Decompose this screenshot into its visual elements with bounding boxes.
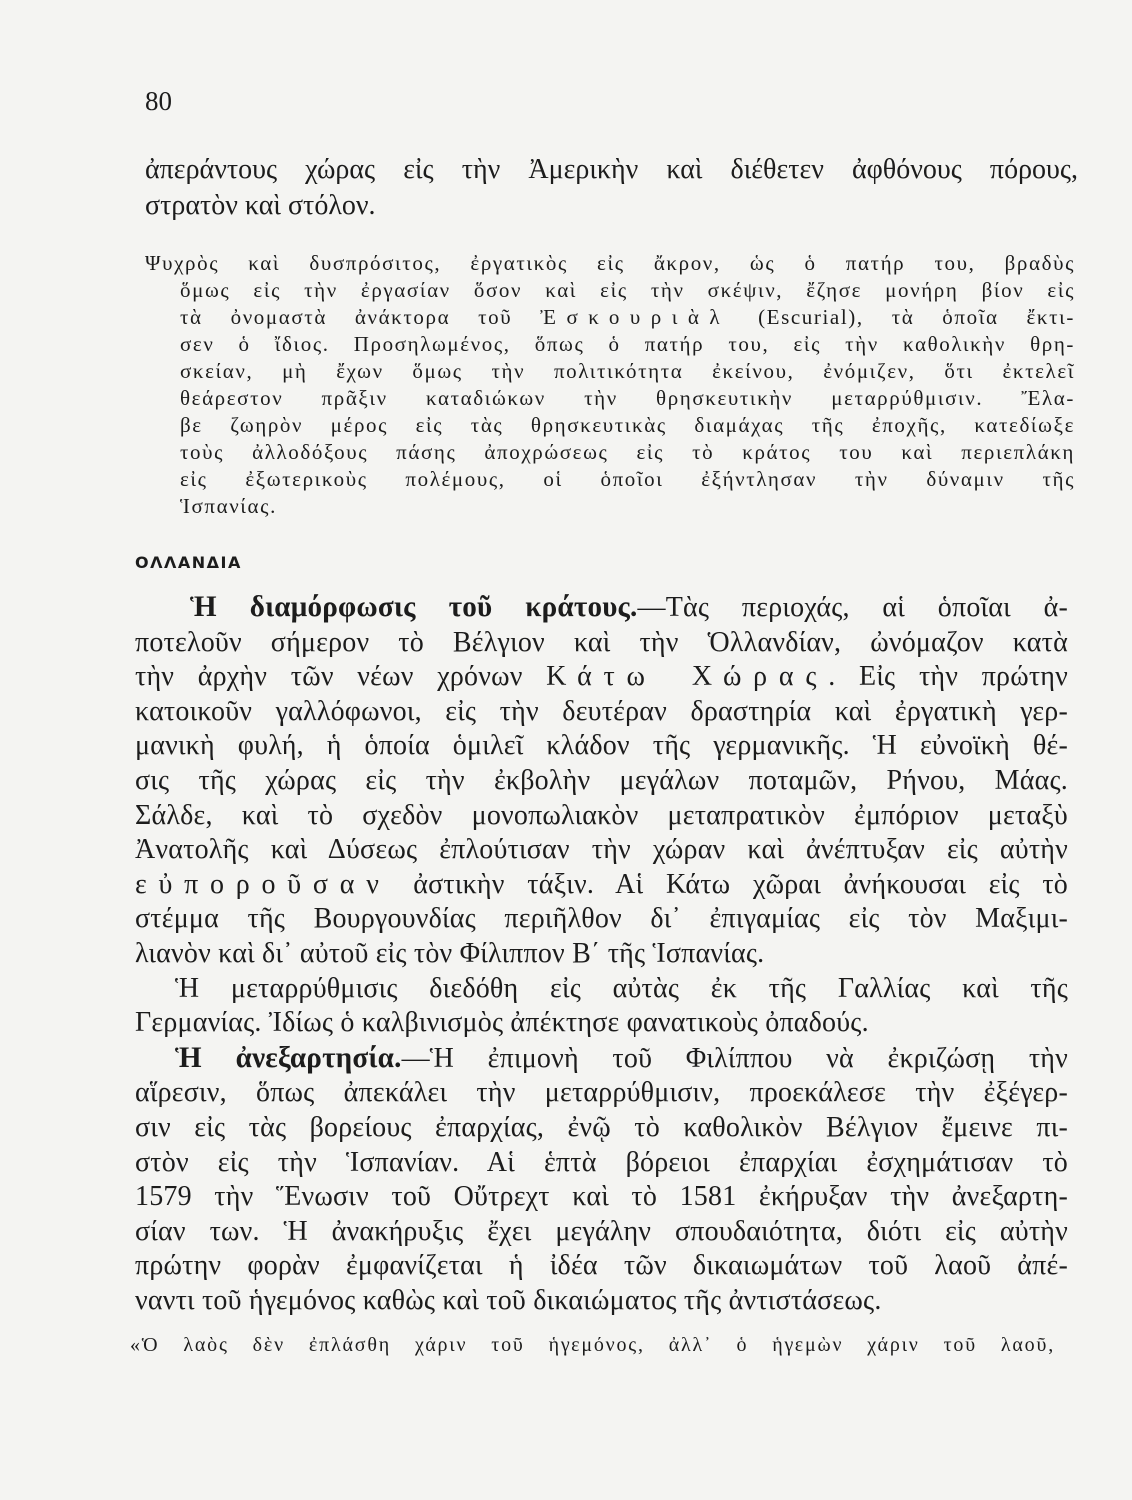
body-line: Ἀνατολῆς καὶ Δύσεως ἐπλούτισαν τὴν χώραν καὶ ἀνέπτυξαν εἰς αὐτὴν bbox=[135, 834, 1068, 866]
note-line: τοὺς ἀλλοδόξους πάσης ἀποχρώσεως εἰς τὸ κράτος του καὶ περιεπλάκη bbox=[180, 440, 1075, 464]
note-line: Ψυχρὸς καὶ δυσπρόσιτος, ἐργατικὸς εἰς ἄκρον, ὡς ὁ πατήρ του, βραδὺς bbox=[145, 251, 1075, 275]
body-line: σίαν των. Ἡ ἀνακήρυξις ἔχει μεγάλην σπουδαιότητα, διότι εἰς αὐτὴν bbox=[135, 1215, 1068, 1247]
body-line: ναντι τοῦ ἡγεμόνος καθὼς καὶ τοῦ δικαιώματος τῆς ἀντιστάσεως. bbox=[135, 1284, 882, 1316]
body-line bbox=[135, 868, 1068, 903]
quote-block bbox=[130, 1331, 1055, 1359]
body-line: Σάλδε, καὶ τὸ σχεδὸν μονοπωλιακὸν μεταπρατικὸν ἐμπόριον μεταξὺ bbox=[135, 799, 1068, 831]
body-line: Ἡ μεταρρύθμισις διεδόθη εἰς αὐτὰς ἐκ τῆς Γαλλίας καὶ τῆς bbox=[175, 972, 1068, 1004]
text-run: τὴν ἀρχὴν τῶν νέων χρόνων bbox=[135, 661, 547, 693]
body-line: λιανὸν καὶ δι᾽ αὐτοῦ εἰς τὸν Φίλιππον Β΄ τῆς Ἱσπανίας. bbox=[135, 937, 765, 969]
note-line: Ἱσπανίας. bbox=[180, 494, 277, 518]
body-line bbox=[135, 660, 1068, 695]
body-line: σις τῆς χώρας εἰς τὴν ἐκβολὴν μεγάλων ποταμῶν, Ρήνου, Μάας. bbox=[135, 764, 1068, 796]
body-line: αἵρεσιν, ὅπως ἀπεκάλει τὴν μεταρρύθμισιν, προεκάλεσε τὴν ἐξέγερ- bbox=[135, 1077, 1068, 1109]
spaced-emphasis: Ἐσκουριὰλ bbox=[540, 305, 731, 329]
subheading: Ἡ ἀνεξαρτησία. bbox=[175, 1041, 402, 1074]
body-line: Γερμανίας. Ἰδίως ὁ καλβινισμὸς ἀπέκτησε φανατικοὺς ὀπαδούς. bbox=[135, 1007, 869, 1039]
body-line: πρώτην φορὰν ἐμφανίζεται ἡ ἰδέα τῶν δικαιωμάτων τοῦ λαοῦ ἀπέ- bbox=[135, 1250, 1068, 1282]
small-print-note bbox=[145, 250, 1075, 520]
text-run: —Τὰς περιοχάς, αἱ ὁποῖαι ἀ- bbox=[637, 592, 1068, 623]
text-run: . Εἰς τὴν πρώτην bbox=[828, 661, 1068, 693]
body-line: ποτελοῦν σήμερον τὸ Βέλγιον καὶ τὴν Ὁλλανδίαν, ὠνόμαζον κατὰ bbox=[135, 626, 1068, 658]
body-line: κατοικοῦν γαλλόφωνοι, εἰς τὴν δευτέραν δραστηρία καὶ ἐργατικὴ γερ- bbox=[135, 695, 1068, 727]
text-run: (Escurial), τὰ ὁποῖα ἔκτι- bbox=[730, 305, 1075, 329]
note-line: σκείαν, μὴ ἔχων ὅμως τὴν πολιτικότητα ἐκείνου, ἐνόμιζεν, ὅτι ἐκτελεῖ bbox=[180, 359, 1075, 383]
note-line: ὅμως εἰς τὴν ἐργασίαν ὅσον καὶ εἰς τὴν σκέψιν, ἔζησε μονήρη βίον εἰς bbox=[180, 278, 1075, 302]
spaced-emphasis: Κάτω Χώρας bbox=[546, 661, 829, 693]
body-line bbox=[175, 1041, 1068, 1077]
body-line bbox=[190, 590, 1068, 626]
body-line: σιν εἰς τὰς βορείους ἐπαρχίας, ἐνῷ τὸ καθολικὸν Βέλγιον ἔμεινε πι- bbox=[135, 1111, 1068, 1143]
page-number: 80 bbox=[145, 86, 172, 116]
text-run: ἀστικὴν τάξιν. Αἱ Κάτω χῶραι ἀνήκουσαι εἰς τὸ bbox=[390, 868, 1068, 900]
note-line: βε ζωηρὸν μέρος εἰς τὰς θρησκευτικὰς διαμάχας τῆς ἐποχῆς, κατεδίωξε bbox=[180, 413, 1075, 437]
note-line: εἰς ἐξωτερικοὺς πολέμους, οἱ ὁποῖοι ἐξήντλησαν τὴν δύναμιν τῆς bbox=[180, 467, 1075, 491]
text-run: τὰ ὀνομαστὰ ἀνάκτορα τοῦ bbox=[180, 305, 541, 329]
intro-paragraph bbox=[145, 152, 1078, 224]
quote-line: «Ὁ λαὸς δὲν ἐπλάσθη χάριν τοῦ ἡγεμόνος, ἀλλ᾽ ὁ ἡγεμὼν χάριν τοῦ λαοῦ, bbox=[130, 1334, 1055, 1356]
intro-line: στρατὸν καὶ στόλον. bbox=[145, 190, 376, 221]
note-line: θεάρεστον πρᾶξιν καταδιώκων τὴν θρησκευτικὴν μεταρρύθμισιν. Ἔλα- bbox=[180, 386, 1075, 410]
main-text bbox=[135, 590, 1068, 1318]
section-heading: ΟΛΛΑΝΔΙΑ bbox=[135, 553, 242, 572]
note-line: σεν ὁ ἴδιος. Προσηλωμένος, ὅπως ὁ πατήρ του, εἰς τὴν καθολικὴν θρη- bbox=[180, 332, 1075, 356]
intro-line: ἀπεράντους χώρας εἰς τὴν Ἀμερικὴν καὶ διέθετεν ἀφθόνους πόρους, bbox=[145, 154, 1078, 185]
body-line: 1579 τὴν Ἕνωσιν τοῦ Οὔτρεχτ καὶ τὸ 1581 ἐκήρυξαν τὴν ἀνεξαρτη- bbox=[135, 1181, 1068, 1213]
text-run: —Ἡ ἐπιμονὴ τοῦ Φιλίππου νὰ ἐκριζώσῃ τὴν bbox=[401, 1042, 1068, 1074]
body-line: στὸν εἰς τὴν Ἱσπανίαν. Αἱ ἑπτὰ βόρειοι ἐπαρχίαι ἐσχημάτισαν τὸ bbox=[135, 1146, 1068, 1178]
body-line: στέμμα τῆς Βουργουνδίας περιῆλθον δι᾽ ἐπιγαμίας εἰς τὸν Μαξιμι- bbox=[135, 903, 1068, 935]
note-line bbox=[180, 304, 1075, 331]
subheading: Ἡ διαμόρφωσις τοῦ κράτους. bbox=[190, 591, 638, 623]
body-line: μανικὴ φυλή, ἡ ὁποία ὁμιλεῖ κλάδον τῆς γερμανικῆς. Ἡ εὐνοϊκὴ θέ- bbox=[135, 730, 1068, 762]
spaced-emphasis: εὐποροῦσαν bbox=[135, 868, 391, 900]
